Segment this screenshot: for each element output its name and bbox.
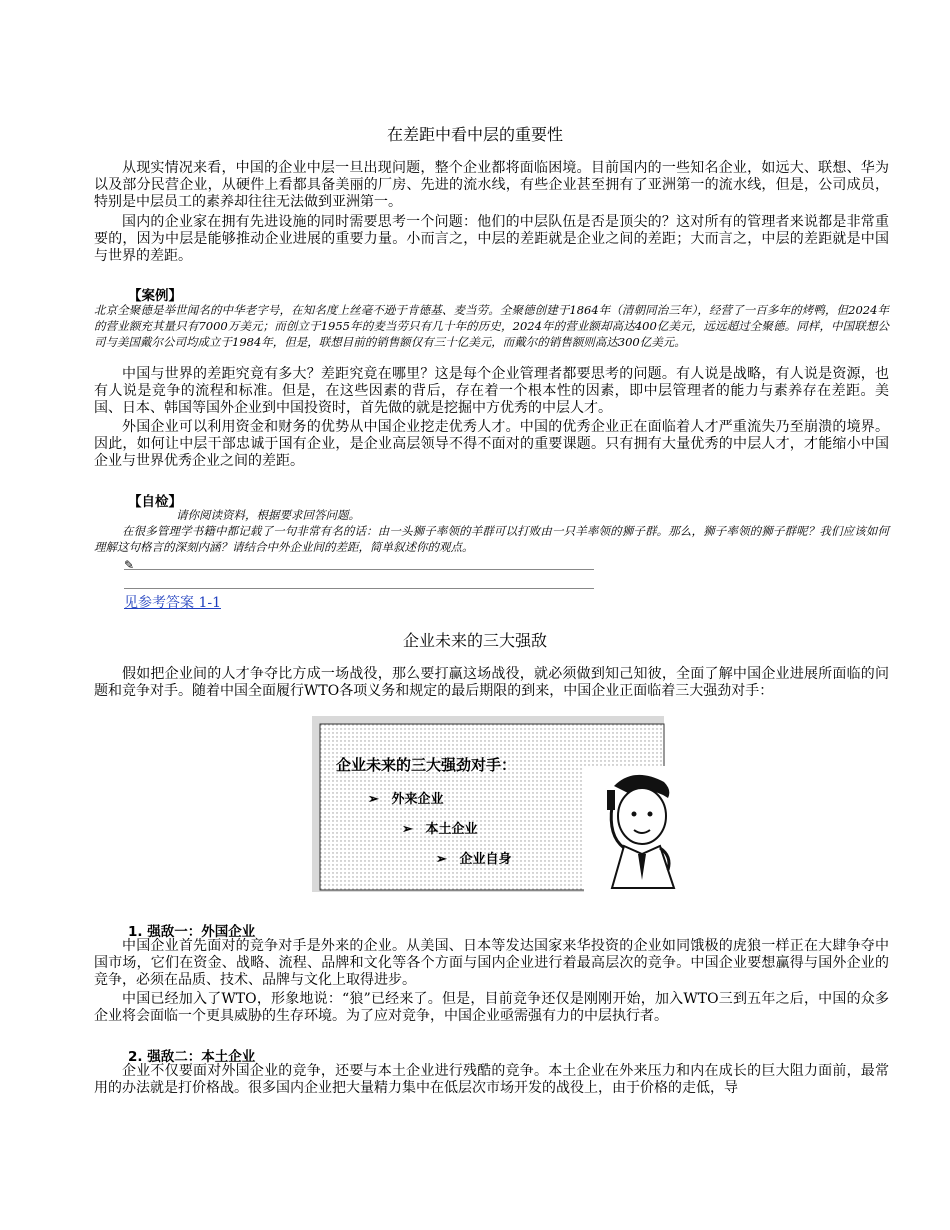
figure-heading: 企业未来的三大强劲对手： xyxy=(336,756,517,774)
section-title-gap: 在差距中看中层的重要性 xyxy=(386,125,563,144)
paragraph: 国内的企业家在拥有先进设施的同时需要思考一个问题：他们的中层队伍是否是顶尖的？这对所有的管理者来说都是非常重要的，因为中层是能够推动企业进展的重要力量。小而言之，中层的差距就是企业之间的差距；大而言之，中层的差距就是中国与世界的差距。 xyxy=(94,214,889,264)
answer-line xyxy=(124,569,594,570)
paragraph: 中国企业首先面对的竞争对手是外来的企业。从美国、日本等发达国家来华投资的企业如同饿极的虎狼一样正在大肆争夺中国市场，它们在资金、战略、流程、品牌和文化等各个方面与国内企业进行着最高层次的竞争。中国企业要想赢得与国外企业的竞争，必须在品质、技术、品牌与文化上取得进步。 xyxy=(94,938,889,988)
paragraph: 企业不仅要面对外国企业的竞争，还要与本土企业进行残酷的竞争。本土企业在外来压力和内在成长的巨大阻力面前，最常用的办法就是打价格战。很多国内企业把大量精力集中在低层次市场开发的战役上，由于价格的走低，导 xyxy=(94,1063,889,1096)
paragraph: 中国已经加入了WTO，形象地说：“狼”已经来了。但是，目前竞争还仅是刚刚开始，加入WTO三到五年之后，中国的众多企业将会面临一个更具威胁的生存环境。为了应对竞争，中国企业亟需强有力的中层执行者。 xyxy=(94,991,889,1024)
paragraph: 从现实情况来看，中国的企业中层一旦出现问题，整个企业都将面临困境。目前国内的一些知名企业，如远大、联想、华为以及部分民营企业，从硬件上看都具备美丽的厂房、先进的流水线，有些企业甚至拥有了亚洲第一的流水线，但是，公司成员，特别是中层员工的素养却往往无法做到亚洲第一。 xyxy=(94,160,889,210)
cartoon-person-icon xyxy=(584,766,692,894)
figure-item: ➢ 外来企业 xyxy=(368,792,444,807)
self-check-question: 在很多管理学书籍中都记载了一句非常有名的话：由一头狮子率领的羊群可以打败由一只羊率领的狮子群。那么，狮子率领的狮子群呢？我们应该如何理解这句格言的深刻内涵？请结合中外企业间的差距，简单叙述你的观点。 xyxy=(94,524,889,554)
case-label: 【案例】 xyxy=(128,288,182,304)
enemies-figure xyxy=(312,716,692,900)
figure-item: ➢ 企业自身 xyxy=(436,852,512,867)
answer-line xyxy=(124,588,594,589)
self-check-instruction: 请你阅读资料，根据要求回答问题。 xyxy=(176,508,360,522)
paragraph: 假如把企业间的人才争夺比方成一场战役，那么要打赢这场战役，就必须做到知己知彼，全面了解中国企业进展所面临的问题和竞争对手。随着中国全面履行WTO各项义务和规定的最后期限的到来，中国企业正面临着三大强劲对手： xyxy=(94,666,889,699)
case-text: 北京全聚德是举世闻名的中华老字号，在知名度上丝毫不逊于肯德基、麦当劳。全聚德创建于1864年（清朝同治三年），经营了一百多年的烤鸭，但2024年的营业额充其量只有7000万美元；而创立于1955年的麦当劳只有几十年的历史，2024年的营业额却高达400亿美元，远远超过全聚德。同样，中国联想公司与美国戴尔公司均成立于1984年，但是，联想目前的销售额仅有三十亿美元，而戴尔的销售额则高达300亿美元。 xyxy=(94,303,889,349)
self-check-label: 【自检】 xyxy=(128,494,182,510)
subsection-title: 2. 强敌二：本土企业 xyxy=(128,1049,256,1065)
bullet-arrow-icon: ➢ xyxy=(402,822,413,837)
pencil-icon: ✎ xyxy=(124,558,135,572)
figure-graphic xyxy=(312,716,692,900)
answer-link[interactable]: 见参考答案 1-1 xyxy=(124,595,221,611)
bullet-arrow-icon: ➢ xyxy=(436,852,447,867)
section-title-enemies: 企业未来的三大强敌 xyxy=(402,631,547,650)
figure-item: ➢ 本土企业 xyxy=(402,822,478,837)
paragraph: 外国企业可以利用资金和财务的优势从中国企业挖走优秀人才。中国的优秀企业正在面临着人才严重流失乃至崩溃的境界。因此，如何让中层干部忠诚于国有企业，是企业高层领导不得不面对的重要课题。只有拥有大量优秀的中层人才，才能缩小中国企业与世界优秀企业之间的差距。 xyxy=(94,419,889,469)
paragraph: 中国与世界的差距究竟有多大？差距究竟在哪里？这是每个企业管理者都要思考的问题。有人说是战略，有人说是资源，也有人说是竞争的流程和标准。但是，在这些因素的背后，存在着一个根本性的因素，即中层管理者的能力与素养存在差距。美国、日本、韩国等国外企业到中国投资时，首先做的就是挖掘中方优秀的中层人才。 xyxy=(94,366,889,416)
subsection-title: 1. 强敌一：外国企业 xyxy=(128,924,256,940)
bullet-arrow-icon: ➢ xyxy=(368,792,379,807)
